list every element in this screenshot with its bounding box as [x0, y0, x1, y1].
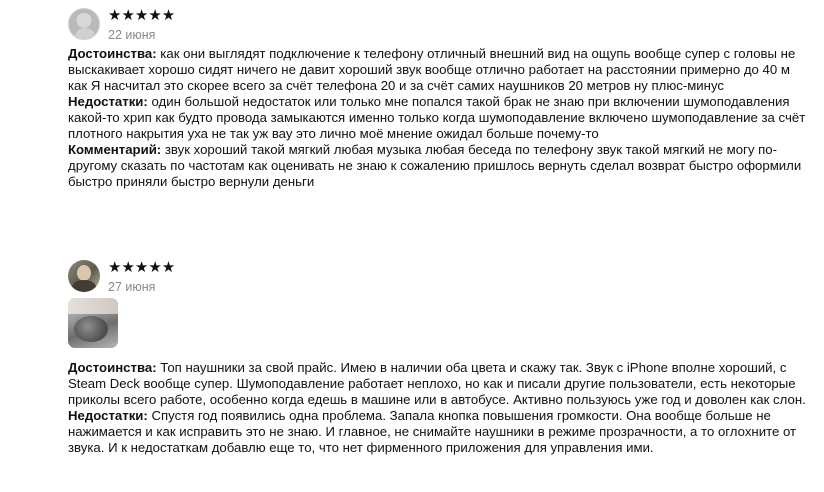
cons-text: Спустя год появились одна проблема. Запала кнопка повышения громкости. Она вообще больше не нажимается и как исправить это не знаю. И главное, не снимайте наушники в режиме прозрачности, а то оглохните от звука. И к недостаткам добавлю еще то, что нет фирменного приложения для управления ими.	[68, 408, 797, 455]
review-cons	[68, 94, 812, 142]
review-card	[68, 252, 812, 456]
rating-stars: ★★★★★	[108, 7, 176, 24]
pros-text: Топ наушники за свой прайс. Имею в наличии оба цвета и скажу так. Звук с iPhone вполне хороший, с Steam Deck вообще супер. Шумоподавление работает неплохо, но как и писали другие пользователи, есть некоторые приколы всего работе, особенно когда едешь в машине или в автобусе. Активно пользуюсь уже год и доволен как слон.	[68, 360, 806, 407]
comment-label: Комментарий:	[68, 142, 162, 157]
pros-label: Достоинства:	[68, 46, 157, 61]
review-header	[0, 0, 812, 46]
comment-text: звук хороший такой мягкий любая музыка любая беседа по телефону звук такой мягкий не могу по-другому сказать по частотам как оценивать не знаю к сожалению пришлось вернуть сделал возврат быстро оформили быстро приняли быстро вернули деньги	[68, 142, 802, 189]
review-date: 27 июня	[108, 280, 156, 294]
rating-stars: ★★★★★	[108, 259, 176, 276]
review-card	[68, 0, 812, 190]
avatar[interactable]	[68, 260, 100, 292]
review-pros	[68, 360, 812, 408]
review-comment	[68, 142, 812, 190]
pros-text: как они выглядят подключение к телефону отличный внешний вид на ощупь вообще супер с головы не выскакивает хорошо сидят ничего не давит хороший звук вообще отлично работает на расстоянии примерно до 40 м как Я насчитал это скорее всего за счёт телефона 20 и за счёт самих наушников 20 метров ну плюс-минус	[68, 46, 796, 93]
avatar[interactable]	[68, 8, 100, 40]
review-photo-thumbnail[interactable]	[68, 298, 118, 348]
review-cons	[68, 408, 812, 456]
review-date: 22 июня	[108, 28, 156, 42]
cons-text: один большой недостаток или только мне попался такой брак не знаю при включении шумоподавления какой-то хрип как будто провода замыкаются именно только когда шумоподавление включено шумоподавление за счёт плотного накрытия уха не так уж вау это лично моё мнение ожидал больше почему-то	[68, 94, 806, 141]
review-header	[68, 252, 812, 298]
pros-label: Достоинства:	[68, 360, 157, 375]
cons-label: Недостатки:	[68, 408, 148, 423]
review-pros	[68, 46, 812, 94]
cons-label: Недостатки:	[68, 94, 148, 109]
